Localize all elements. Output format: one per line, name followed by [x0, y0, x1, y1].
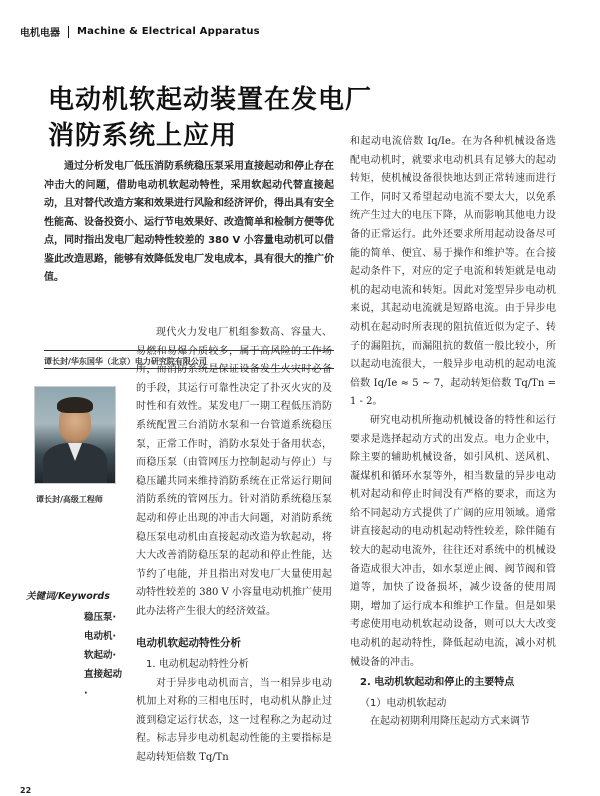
photo-caption: 谭长封/高级工程师 — [36, 495, 103, 504]
page-number: 22 — [20, 786, 32, 795]
keyword-item: 软起动· — [84, 650, 117, 661]
keywords-block — [26, 588, 122, 703]
keyword-item: 稳压泵· — [84, 612, 117, 623]
body-paragraph: 在起动初期利用降压起动方式来调节 — [370, 716, 530, 728]
body-paragraph: 对于异步电动机而言，当一相异步电动机加上对称的三相电压时，电动机从静止过渡到稳定运行状态，这一过程称之为起动过程。标志异步电动机起动性能的主要指标是起动转矩倍数 Tq/Tn — [136, 677, 332, 764]
subsection-heading: 2. 电动机软起动和停止的主要特点 — [360, 677, 515, 689]
subsection-heading: 1. 电动机起动特性分析 — [146, 659, 249, 671]
section-name-en: Machine & Electrical Apparatus — [77, 26, 260, 37]
body-column-1 — [136, 324, 332, 768]
keywords-label: 关键词/Keywords — [26, 591, 110, 602]
keyword-item: 电动机· — [84, 631, 117, 642]
author-affiliation: 谭长封/华东国华（北京）电力研究院有限公司 — [44, 357, 207, 366]
sub-subsection-heading: （1）电动机软起动 — [360, 697, 447, 709]
section-heading: 电动机软起动特性分析 — [136, 636, 241, 649]
intro-paragraph: 现代火力发电厂机组参数高、容量大、易燃和易爆介质较多，属于高风险的工作场所，而消防系统是保证设备发生火灾时必备的手段，其运行可靠性决定了扑灭火灾的及时性和有效性。某发电厂一期工程低压消防系统配置三台消防水泵和一台管道系统稳压泵，正常工作时，消防水泵处于备用状态，而稳压泵（由管网压力控制起动与停止）与稳压罐共同来维持消防系统在正常运行期间消防系统的管网压力。针对消防系统稳压泵起动和停止出现的冲击大问题，对消防系统稳压泵电动机由直接起动改造为软起动，将大大改善消防稳压泵的起动和停止性能，达节约了电能，并且指出对发电厂大量使用起动特性较差的 380 V 小容量电动机推广使用此办法将产生很大的经济效益。 — [136, 327, 332, 617]
body-paragraph: 和起动电流倍数 Iq/Ie。在为各种机械设备选配电动机时，就要求电动机具有足够大的起动转矩，使机械设备很快地达到正常转速而进行工作，同时又希望起动电流不要太大，以免系统产生过大的电压下降，从而影响其他电力设备的正常运行。此外还要求所用起动设备尽可能的简单、便宜、易于操作和维护等。在合接起动条件下，对应的定子电流和转矩就是电动机的起动电流和转矩。因此对笼型异步电动机来说，其起动电流就是短路电流。由于异步电动机在起动时所表现的阻抗值近似为定子、转子的漏阻抗，而漏阻抗的数值一般比较小，所以起动电流很大，一般异步电动机的起动电流倍数 Iq/Ie ≈ 5 ~ 7，起动转矩倍数 Tq/Tn = 1 - 2。 — [350, 136, 556, 408]
abstract: 通过分析发电厂低压消防系统稳压泵采用直接起动和停止存在冲击大的问题，借助电动机软起动特性，采用软起动代替直接起动，且对替代改造方案和效果进行风险和经济评价，得出具有安全性能高、设备投资小、运行节电效果好、改造简单和检制方便等优点，同时指出发电厂起动特性较差的 380 V 小容量电动机可以借鉴此改造思路，能够有效降低发电厂发电成本，具有很大的推广价值。 — [44, 161, 334, 283]
body-paragraph: 研究电动机所拖动机械设备的特性和运行要求是选择起动方式的出发点。电力企业中，除主要的辅助机械设备，如引风机、送风机、凝煤机和循环水泵等外，相当数量的异步电动机对起动和停止时间没有严格的要求，而这为给不同起动方式提供了广阔的应用领域。通常讲直接起动的电动机起动特性较差，除伴随有较大的起动电流外，往往还对系统中的机械设备造成很大冲击，如水泵逆止阀、阀节阀和管道等，加快了设备损坏，减少设备的使用周期，增加了运行成本和维护工作量。但是如果考虑使用电动机软起动设备，则可以大大改变电动机的起动特性，降低起动电流，减小对机械设备的冲击。 — [350, 414, 556, 668]
author-photo — [34, 386, 116, 484]
journal-header — [20, 24, 260, 39]
title-line-1: 电动机软起动装置在发电厂 — [48, 85, 373, 115]
keyword-item: 直接起动· — [84, 669, 123, 699]
header-divider — [68, 26, 69, 38]
section-name-cn: 电机电器 — [20, 28, 60, 39]
article-title — [48, 82, 372, 154]
title-line-2: 消防系统上应用 — [48, 121, 238, 151]
body-column-2 — [350, 133, 556, 732]
